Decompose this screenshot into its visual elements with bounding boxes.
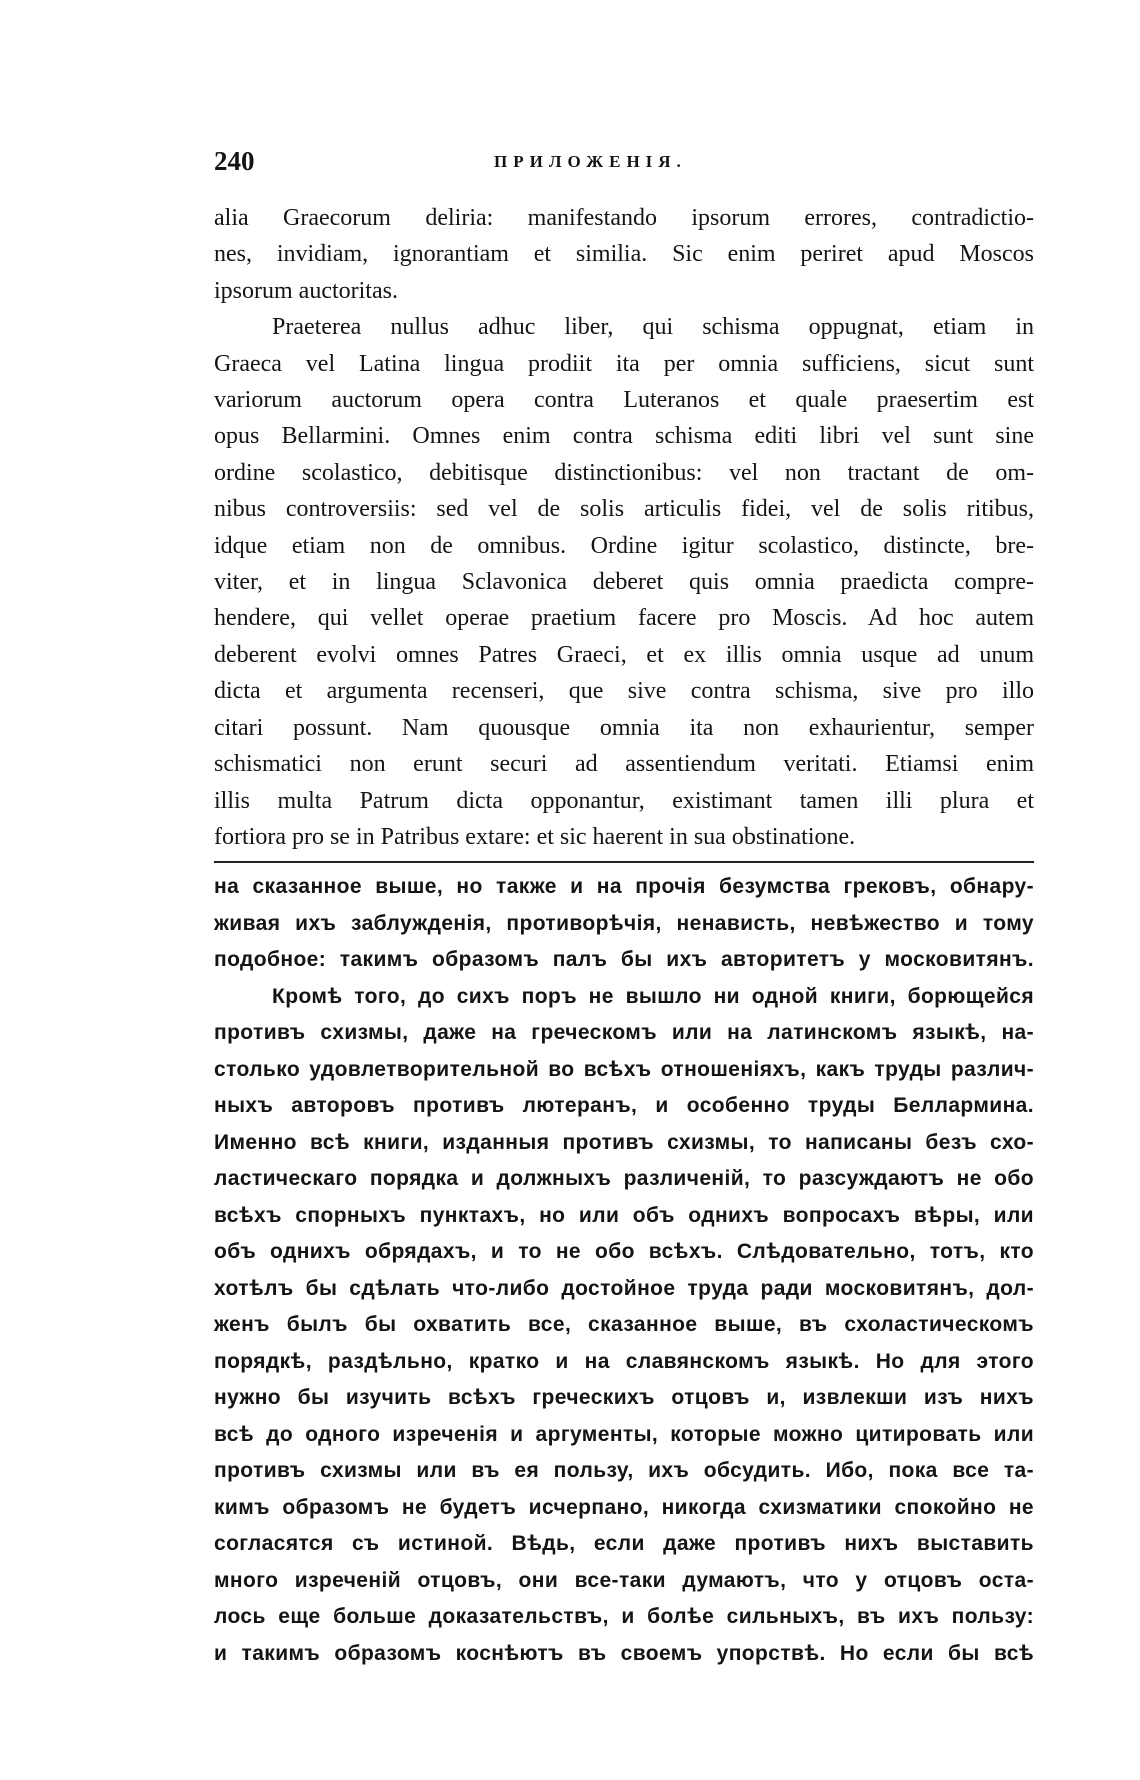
text-line: dicta et argumenta recenseri, que sive contra schisma, sive pro illo (214, 678, 1034, 705)
text-line: deberent evolvi omnes Patres Graeci, et ex illis omnia usque ad unum (214, 641, 1034, 668)
latin-original-text (214, 200, 1034, 855)
text-line: всѣхъ спорныхъ пунктахъ, но или объ однихъ вопросахъ вѣры, или (214, 1203, 1034, 1227)
text-line: лось еще больше доказательствъ, и болѣе сильныхъ, въ ихъ пользу: (214, 1605, 1034, 1629)
text-line: ластическаго порядка и должныхъ различеній, то разсуждаютъ не обо (214, 1167, 1034, 1191)
text-line: противъ схизмы или въ ея пользу, ихъ обсудить. Ибо, пока все та- (214, 1459, 1034, 1483)
text-line: ipsorum auctoritas. (214, 277, 398, 304)
text-line: fortiora pro se in Patribus extare: et sic haerent in sua obstinatione. (214, 823, 856, 850)
text-line: idque etiam non de omnibus. Ordine igitur scolastico, distincte, bre- (214, 532, 1034, 559)
text-line: много изреченій отцовъ, они все-таки думаютъ, что у отцовъ оста- (214, 1568, 1034, 1592)
text-line: всѣ до одного изреченія и аргументы, которые можно цитировать или (214, 1422, 1034, 1446)
text-line: nibus controversiis: sed vel de solis articulis fidei, vel de solis ritibus, (214, 496, 1034, 523)
text-line: viter, et in lingua Sclavonica deberet quis omnia praedicta compre- (214, 569, 1034, 596)
text-line: противъ схизмы, даже на греческомъ или на латинскомъ языкѣ, на- (214, 1021, 1034, 1045)
text-line: Graeca vel Latina lingua prodiit ita per omnia sufficiens, sicut sunt (214, 350, 1034, 377)
text-line: nes, invidiam, ignorantiam et similia. Sic enim periret apud Moscos (214, 241, 1034, 268)
running-head: ПРИЛОЖЕНІЯ. (494, 152, 687, 171)
text-line: согласятся съ истиной. Вѣдь, если даже противъ нихъ выставить (214, 1532, 1034, 1556)
text-line: хотѣлъ бы сдѣлать что-либо достойное труда ради московитянъ, дол- (214, 1276, 1034, 1300)
text-line: на сказанное выше, но также и на прочія безумства грековъ, обнару- (214, 875, 1034, 899)
text-line: citari possunt. Nam quousque omnia ita non exhaurientur, semper (214, 714, 1034, 741)
text-line: подобное: такимъ образомъ палъ бы ихъ авторитетъ у московитянъ. (214, 948, 1034, 972)
russian-paragraph-2 (214, 979, 1034, 1673)
russian-translation-text (214, 869, 1034, 1672)
page-number: 240 (214, 146, 255, 176)
book-page (214, 146, 1034, 1672)
latin-paragraph-1 (214, 200, 1034, 309)
text-line: illis multa Patrum dicta opponantur, existimant tamen illi plura et (214, 787, 1034, 814)
text-line: столько удовлетворительной во всѣхъ отношеніяхъ, какъ труды различ- (214, 1057, 1034, 1081)
text-line: ныхъ авторовъ противъ лютеранъ, и особенно труды Беллармина. (214, 1094, 1034, 1118)
russian-paragraph-1 (214, 869, 1034, 979)
page-header (214, 146, 1034, 190)
text-line: кимъ образомъ не будетъ исчерпано, никогда схизматики спокойно не (214, 1495, 1034, 1519)
text-line: порядкѣ, раздѣльно, кратко и на славянскомъ языкѣ. Но для этого (214, 1349, 1034, 1373)
text-line: живая ихъ заблужденія, противорѣчія, ненависть, невѣжество и тому (214, 911, 1034, 935)
section-divider (214, 861, 1034, 863)
text-line: alia Graecorum deliria: manifestando ipsorum errores, contradictio- (214, 205, 1034, 231)
text-line: Кромѣ того, до сихъ поръ не вышло ни одной книги, борющейся (272, 984, 1034, 1008)
text-line: объ однихъ обрядахъ, и то не обо всѣхъ. Слѣдовательно, тотъ, кто (214, 1240, 1034, 1264)
text-line: Именно всѣ книги, изданныя противъ схизмы, то написаны безъ схо- (214, 1130, 1034, 1154)
text-line: нужно бы изучить всѣхъ греческихъ отцовъ и, извлекши изъ нихъ (214, 1386, 1034, 1410)
text-line: ordine scolastico, debitisque distinctionibus: vel non tractant de om- (214, 459, 1034, 486)
text-line: женъ былъ бы охватить все, сказанное выше, въ схоластическомъ (214, 1313, 1034, 1337)
text-line: opus Bellarmini. Omnes enim contra schisma editi libri vel sunt sine (214, 423, 1034, 450)
text-line: и такимъ образомъ коснѣютъ въ своемъ упорствѣ. Но если бы всѣ (214, 1641, 1034, 1665)
text-line: variorum auctorum opera contra Luteranos et quale praesertim est (214, 387, 1034, 414)
text-line: hendere, qui vellet operae praetium facere pro Moscis. Ad hoc autem (214, 605, 1034, 632)
text-line: Praeterea nullus adhuc liber, qui schisma oppugnat, etiam in (272, 314, 1034, 341)
text-line: schismatici non erunt securi ad assentiendum veritati. Etiamsi enim (214, 751, 1034, 778)
latin-paragraph-2 (214, 309, 1034, 855)
